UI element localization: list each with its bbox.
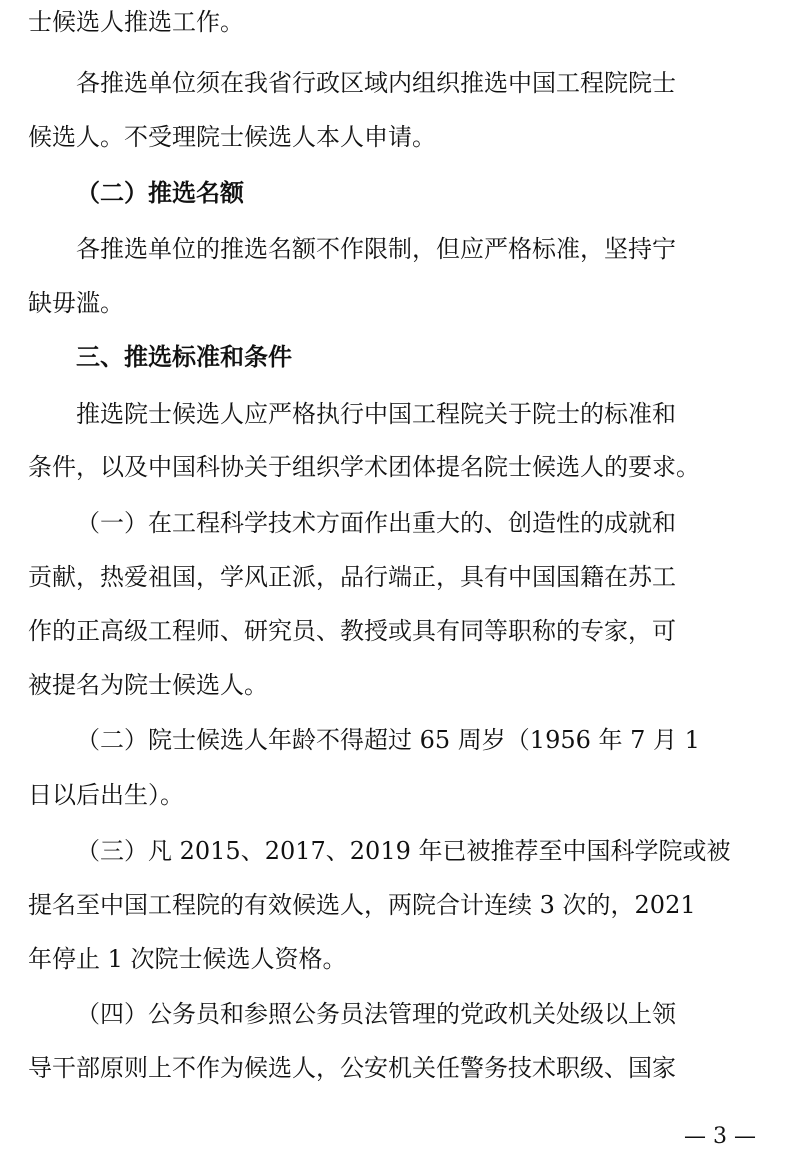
text-line: （三）凡 2015、2017、2019 年已被推荐至中国科学院或被 xyxy=(76,837,731,865)
text-line: 各推选单位的推选名额不作限制，但应严格标准，坚持宁 xyxy=(76,235,676,263)
text-line: 缺毋滥。 xyxy=(28,289,124,317)
text-line: 贡献，热爱祖国，学风正派，品行端正，具有中国国籍在苏工 xyxy=(28,563,676,591)
text-line: 作的正高级工程师、研究员、教授或具有同等职称的专家，可 xyxy=(28,617,676,645)
text-line: 条件，以及中国科协关于组织学术团体提名院士候选人的要求。 xyxy=(28,453,700,481)
text-line: 被提名为院士候选人。 xyxy=(28,671,268,699)
text-line: 提名至中国工程院的有效候选人，两院合计连续 3 次的，2021 xyxy=(28,891,696,919)
text-line: （一）在工程科学技术方面作出重大的、创造性的成就和 xyxy=(76,509,676,537)
text-line: （四）公务员和参照公务员法管理的党政机关处级以上领 xyxy=(76,1000,676,1028)
text-line: 士候选人推选工作。 xyxy=(28,8,244,36)
section-heading: （二）推选名额 xyxy=(76,179,244,207)
text-line: 导干部原则上不作为候选人，公安机关任警务技术职级、国家 xyxy=(28,1054,676,1082)
text-line: 候选人。不受理院士候选人本人申请。 xyxy=(28,123,436,151)
text-line: 年停止 1 次院士候选人资格。 xyxy=(28,945,347,973)
text-line: 日以后出生）。 xyxy=(28,781,184,809)
text-line: 推选院士候选人应严格执行中国工程院关于院士的标准和 xyxy=(76,400,676,428)
section-heading: 三、推选标准和条件 xyxy=(76,343,292,371)
text-line: 各推选单位须在我省行政区域内组织推选中国工程院院士 xyxy=(76,69,676,97)
text-line: （二）院士候选人年龄不得超过 65 周岁（1956 年 7 月 1 xyxy=(76,726,700,754)
page-number: — 3 — xyxy=(684,1124,756,1149)
